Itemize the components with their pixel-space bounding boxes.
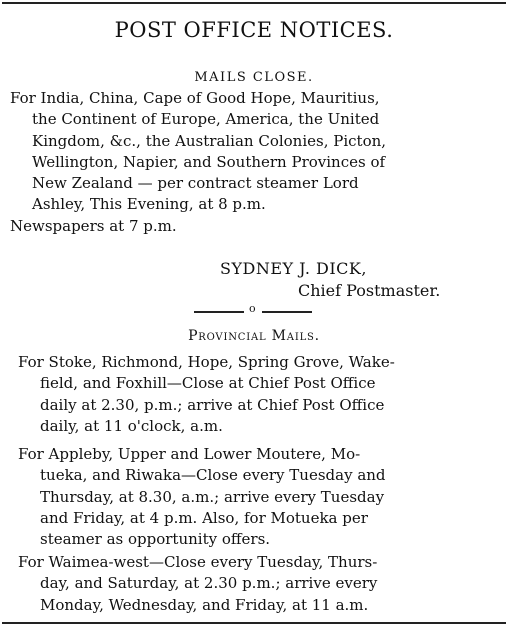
notice-line: daily at 2.30, p.m.; arrive at Chief Post Office <box>40 395 385 414</box>
notice-line: New Zealand — per contract steamer Lord <box>32 174 359 193</box>
notice-line: tueka, and Riwaka—Close every Tuesday and <box>40 466 386 485</box>
notice-line: For Stoke, Richmond, Hope, Spring Grove, Wake- <box>18 353 395 371</box>
notice-line: For Appleby, Upper and Lower Moutere, Mo- <box>18 445 361 463</box>
notice-line: Monday, Wednesday, and Friday, at 11 a.m. <box>40 595 369 614</box>
notice-line: Thursday, at 8.30, a.m.; arrive every Tuesday <box>40 487 385 506</box>
notice-line: field, and Foxhill—Close at Chief Post Office <box>40 374 376 393</box>
top-rule <box>2 2 506 4</box>
bottom-rule <box>2 622 506 624</box>
provincial-notice-1 <box>18 352 502 437</box>
signature-name: SYDNEY J. DICK, <box>220 259 367 278</box>
notice-line: daily, at 11 o'clock, a.m. <box>40 416 223 435</box>
notice-line: Ashley, This Evening, at 8 p.m. <box>32 195 266 214</box>
mails-close-notice <box>10 88 494 237</box>
separator-dash-left <box>194 311 244 313</box>
newspapers-line: Newspapers at 7 p.m. <box>10 216 177 235</box>
section-separator <box>0 302 508 320</box>
mails-close-heading: MAILS CLOSE. <box>194 70 314 85</box>
notice-line: Wellington, Napier, and Southern Provinces of <box>32 152 386 171</box>
separator-dash-right <box>262 311 312 313</box>
notice-line: For Waimea-west—Close every Tuesday, Thurs- <box>18 553 378 571</box>
notice-line: day, and Saturday, at 2.30 p.m.; arrive every <box>40 574 378 593</box>
notice-line: Kingdom, &c., the Australian Colonies, Picton, <box>32 131 387 150</box>
notice-line: and Friday, at 4 p.m. Also, for Motueka per <box>40 508 368 527</box>
separator-ornament: o <box>249 302 256 315</box>
signature-title: Chief Postmaster. <box>298 281 441 300</box>
notice-line: the Continent of Europe, America, the United <box>32 110 380 129</box>
page-title: POST OFFICE NOTICES. <box>114 18 394 42</box>
provincial-notice-3 <box>18 552 502 616</box>
provincial-mails-heading: Provincial Mails. <box>188 328 320 344</box>
notice-line: steamer as opportunity offers. <box>40 530 271 549</box>
provincial-notice-2 <box>18 444 502 550</box>
notice-line: For India, China, Cape of Good Hope, Mauritius, <box>10 89 380 107</box>
